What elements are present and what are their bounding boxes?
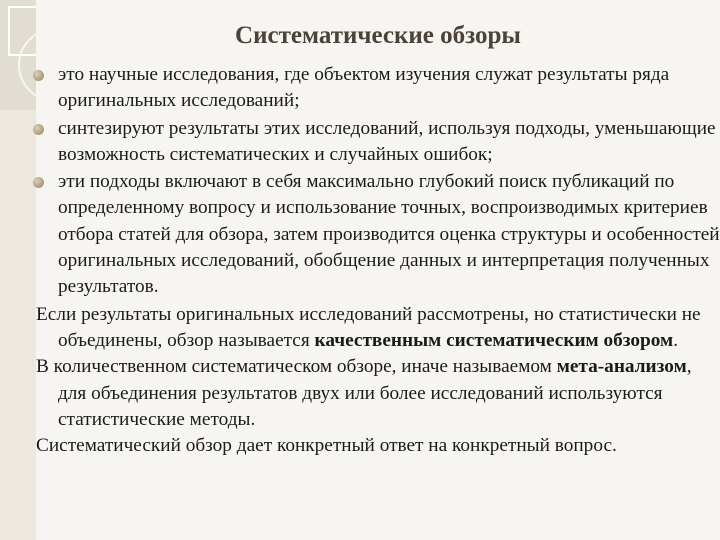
bullet-item: [36, 62, 720, 115]
term-meta-analysis: мета-анализом: [556, 356, 687, 378]
paragraph-text: В количественном систематическом обзоре, иначе называемом: [36, 356, 557, 378]
bullet-item: [36, 169, 720, 300]
term-qualitative-review: качественным систематическим обзором: [314, 329, 674, 351]
bullet-icon: [33, 70, 44, 81]
paragraph-end: , для объединения результатов двух или более исследований используются статистические методы.: [58, 356, 692, 430]
paragraph-text: Систематический обзор дает конкретный ответ на конкретный вопрос.: [36, 435, 617, 457]
paragraph-meta-analysis: [36, 354, 720, 433]
paragraph-text: Если результаты оригинальных исследований рассмотрены, но статистически не объединены, обзор называется: [36, 303, 701, 351]
bullet-icon: [33, 124, 44, 135]
slide-body: [36, 62, 720, 459]
bullet-text: синтезируют результаты этих исследований, используя подходы, уменьшающие возможность систематических и случайных ошибок;: [58, 117, 716, 165]
bullet-text: это научные исследования, где объектом изучения служат результаты ряда оригинальных исследований;: [58, 64, 670, 112]
slide-title: Систематические обзоры: [235, 22, 521, 49]
paragraph-qualitative: [36, 302, 720, 355]
bullet-icon: [33, 177, 44, 188]
bullet-item: [36, 116, 720, 169]
slide: [36, 0, 720, 540]
paragraph-end: .: [673, 329, 679, 351]
bullet-text: эти подходы включают в себя максимально глубокий поиск публикаций по определенному вопросу и использование точных, воспроизводимых критериев отбора статей для обзора, затем производится оценка структуры и особенностей оригинальных исследований, обобщение данных и интерпретация полученных результатов.: [58, 171, 720, 298]
paragraph-conclusion: [36, 433, 720, 459]
